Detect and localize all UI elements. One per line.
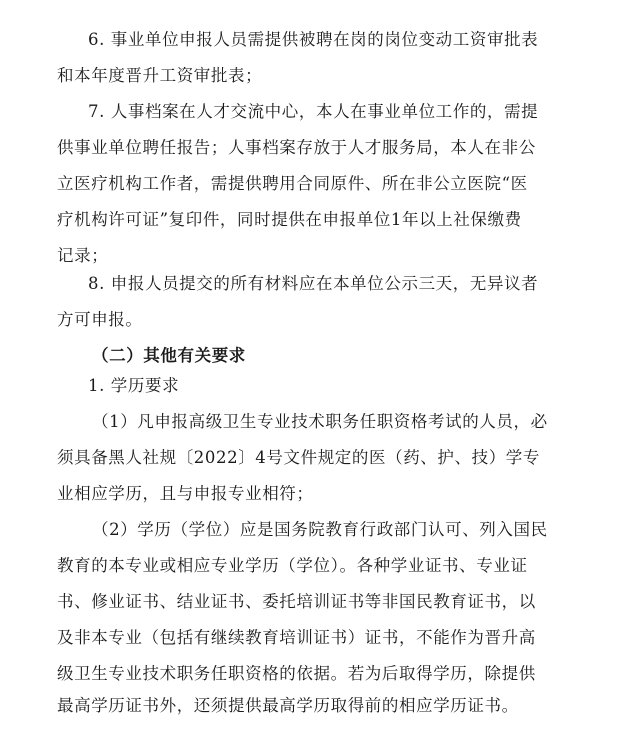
para-2-line-1: （2）学历（学位）应是国务院教育行政部门认可、列入国民 — [92, 520, 548, 539]
para-2-line-6: 最高学历证书外，还须提供最高学历取得前的相应学历证书。 — [57, 696, 519, 715]
item-7-line-3: 立医疗机构工作者，需提供聘用合同原件、所在非公立医院“医 — [57, 174, 528, 193]
para-2-line-2: 教育的本专业或相应专业学历（学位）。各种学业证书、专业证 — [57, 556, 528, 575]
item-7-line-2: 供事业单位聘任报告；人事档案存放于人才服务局，本人在非公 — [57, 138, 536, 157]
para-2-line-4: 及非本专业（包括有继续教育培训证书）证书，不能作为晋升高 — [57, 628, 536, 647]
para-1-line-3: 业相应学历，且与申报专业相符； — [57, 484, 314, 503]
item-7-line-1: 7. 人事档案在人才交流中心，本人在事业单位工作的，需提 — [88, 102, 539, 121]
para-2-line-3: 书、修业证书、结业证书、委托培训证书等非国民教育证书，以 — [57, 592, 536, 611]
para-2-line-5: 级卫生专业技术职务任职资格的依据。若为后取得学历，除提供 — [57, 664, 536, 683]
para-1-line-2: 须具备黑人社规〔2022〕4号文件规定的医（药、护、技）学专 — [57, 448, 540, 467]
item-6-line-1: 6. 事业单位申报人员需提供被聘在岗的岗位变动工资审批表 — [88, 30, 539, 49]
item-8-line-1: 8. 申报人员提交的所有材料应在本单位公示三天，无异议者 — [88, 274, 539, 293]
item-7-line-4: 疗机构许可证”复印件，同时提供在申报单位1年以上社保缴费 — [57, 210, 522, 229]
item-6-line-2: 和本年度晋升工资审批表； — [57, 66, 263, 85]
section-heading: （二）其他有关要求 — [92, 346, 246, 365]
item-8-line-2: 方可申报。 — [57, 310, 143, 329]
subsection-heading: 1. 学历要求 — [88, 376, 180, 395]
item-7-line-5: 记录； — [57, 246, 109, 265]
para-1-line-1: （1）凡申报高级卫生专业技术职务任职资格考试的人员，必 — [92, 412, 548, 431]
